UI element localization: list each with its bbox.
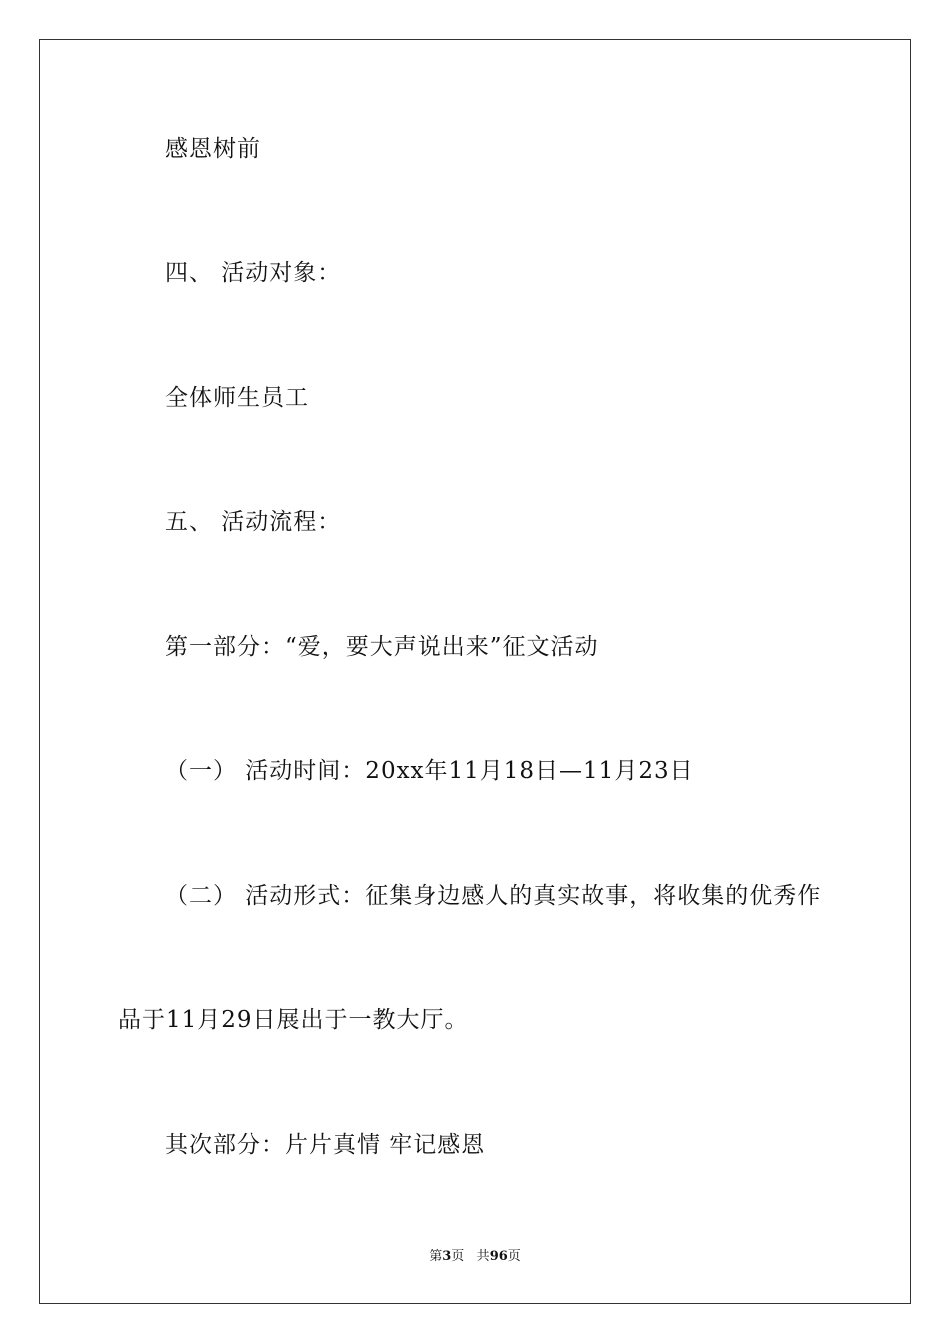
text-line-3: 全体师生员工 xyxy=(165,385,309,411)
activity-form-line: （二） 活动形式：征集身边感人的真实故事，将收集的优秀作 xyxy=(165,883,822,909)
page-border xyxy=(39,39,911,1304)
activity-form-continuation: 品于11月29日展出于一教大厅。 xyxy=(118,1007,469,1033)
activity-time-line: （一） 活动时间：20xx年11月18日—11月23日 xyxy=(165,758,694,784)
section-heading-4: 四、 活动对象： xyxy=(165,260,342,286)
footer-page-suffix: 页 xyxy=(451,1249,465,1264)
page-footer xyxy=(0,1248,950,1266)
footer-page-prefix: 第 xyxy=(429,1249,443,1264)
text-line-1: 感恩树前 xyxy=(165,136,261,162)
footer-total-pages: 96 xyxy=(489,1249,508,1264)
part-two-heading: 其次部分：片片真情 牢记感恩 xyxy=(165,1132,486,1158)
part-one-heading: 第一部分：“爱，要大声说出来”征文活动 xyxy=(165,634,599,660)
section-heading-5: 五、 活动流程： xyxy=(165,509,342,535)
footer-page-number: 3 xyxy=(442,1249,452,1264)
footer-total-prefix: 共 xyxy=(476,1249,490,1264)
footer-total-suffix: 页 xyxy=(507,1249,521,1264)
